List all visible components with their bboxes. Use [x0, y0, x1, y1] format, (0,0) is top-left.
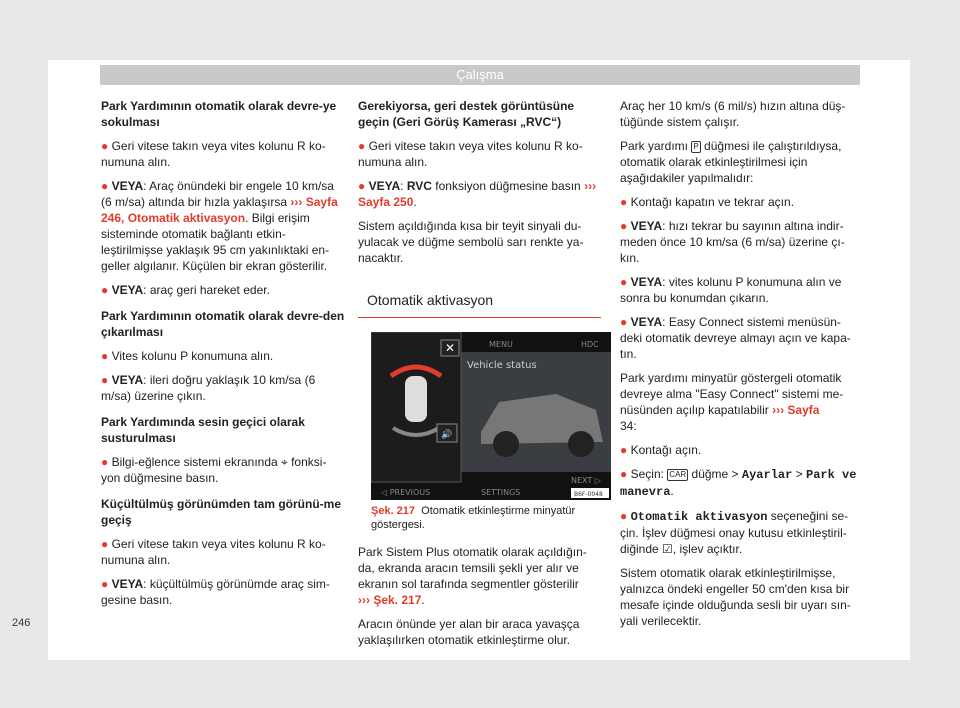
svg-text:🔊: 🔊	[441, 430, 453, 440]
paragraph: Aracın önünde yer alan bir araca yavaşça yaklaşılırken otomatik etkinleştirme olur.	[358, 617, 580, 647]
bullet-item: ● VEYA: araç geri hareket eder.	[101, 283, 270, 297]
paragraph: Araç her 10 km/s (6 mil/s) hızın altına düş-tüğünde sistem çalışır.	[620, 99, 846, 129]
figure-link[interactable]: ››› Şek. 217	[358, 593, 422, 607]
figure-217	[371, 332, 611, 500]
column-3	[620, 98, 862, 637]
page-link[interactable]: ››› Sayfa 246, Otomatik aktivasyon	[101, 195, 338, 225]
bullet-item: ● Kontağı kapatın ve tekrar açın.	[620, 195, 795, 209]
heading: Park Yardımında sesin geçici olarak susturulması	[101, 415, 305, 445]
fig-prev-label: ◁ PREVIOUS	[381, 488, 431, 497]
bullet-item: ● VEYA: vites kolunu P konumuna alın ve sonra bu konumdan çıkarın.	[620, 275, 842, 305]
figure-caption: Şek. 217 Otomatik etkinleştirme minyatür göstergesi.	[371, 505, 576, 531]
section-divider	[358, 317, 601, 318]
paragraph: Park yardımı minyatür göstergeli otomatik devreye alma "Easy Connect" sistemi me-nüsünden açılıp kapatılabilir ››› Sayfa 34:	[620, 371, 844, 433]
fig-next-label: NEXT ▷	[571, 476, 601, 485]
paragraph: Park yardımı P düğmesi ile çalıştırıldıysa, otomatik olarak etkinleştirilmesi için aşağıdakiler yapılmalıdır:	[620, 139, 842, 185]
bullet-item: ● VEYA: Easy Connect sistemi menüsün-deki otomatik devreye almayı açın ve kapa-tın.	[620, 315, 851, 361]
park-assist-icon: P	[693, 142, 699, 151]
bullet-item: ● Vites kolunu P konumuna alın.	[101, 349, 274, 363]
fig-code: B6F-0048	[574, 491, 603, 498]
bullet-item: ● VEYA: Araç önündeki bir engele 10 km/sa (6 m/sa) altında bir hızla yaklaşırsa ››› Sayfa 246, Otomatik aktivasyon. Bilgi erişim sisteminde otomatik bağlantı etkin-leştirilmişse yaklaşık 95 cm yakınlıktaki en-geller algılanır. Küçülen bir ekran gösterilir.	[101, 179, 338, 273]
page-link[interactable]: ››› Sayfa	[772, 403, 820, 417]
column-2	[358, 98, 601, 656]
fig-menu-label: MENU	[489, 340, 513, 349]
paragraph: Sistem açıldığında kısa bir teyit sinyali du-yulacak ve düğme sembolü sarı renkte ya-nacaktır.	[358, 219, 584, 265]
bullet-item: ● VEYA: küçültülmüş görünümde araç sim-gesine basın.	[101, 577, 330, 607]
bullet-item: ● VEYA: hızı tekrar bu sayının altına indir-meden önce 10 km/sa (6 m/sa) üzerine çı-kın.	[620, 219, 845, 265]
fig-title: Vehicle status	[467, 360, 537, 371]
heading: Park Yardımının otomatik olarak devre-den çıkarılması	[101, 309, 345, 339]
column-1	[101, 98, 345, 616]
paragraph: Sistem otomatik olarak etkinleştirilmişse, yalnızca öndeki engeller 50 cm'den kısa bir mesafe içinde olduğunda sesli bir uyarı sın-yali verilecektir.	[620, 566, 851, 628]
page-header: Çalışma	[100, 65, 860, 85]
car-icon: CAR	[669, 470, 687, 479]
heading: Park Yardımının otomatik olarak devre-ye sokulması	[101, 99, 337, 129]
bullet-item: ● Bilgi-eğlence sistemi ekranında ⌖ fonksi-yon düğmesine basın.	[101, 455, 327, 485]
heading: Gerekiyorsa, geri destek görüntüsüne geçin (Geri Görüş Kamerası „RVC“)	[358, 99, 575, 129]
paragraph: Park Sistem Plus otomatik olarak açıldığın-da, ekranda aracın temsili şekli yer alır ve ekranın sol tarafında segmentler gösterilir ››› Şek. 217.	[358, 545, 587, 607]
svg-text:✕: ✕	[444, 341, 456, 355]
bullet-item: ● VEYA: ileri doğru yaklaşık 10 km/sa (6 m/sa) üzerine çıkın.	[101, 373, 316, 403]
checkbox-icon: ☑	[662, 542, 673, 556]
bullet-item: ● Geri vitese takın veya vites kolunu R ko-numuna alın.	[101, 139, 326, 169]
fig-hdc-label: HDC	[581, 340, 599, 349]
bullet-item: ● Seçin: CAR düğme > Ayarlar > Park ve manevra.	[620, 467, 857, 499]
heading: Küçültülmüş görünümden tam görünü-me geçiş	[101, 497, 341, 527]
page-link[interactable]: ››› Sayfa 250	[358, 179, 597, 209]
bullet-item: ● Kontağı açın.	[620, 443, 702, 457]
fig-settings-label: SETTINGS	[481, 488, 521, 497]
bullet-item: ● VEYA: RVC fonksiyon düğmesine basın ››› Sayfa 250.	[358, 179, 597, 209]
page-number: 246	[12, 617, 31, 629]
bullet-item: ● Geri vitese takın veya vites kolunu R ko-numuna alın.	[101, 537, 326, 567]
bullet-item: ● Geri vitese takın veya vites kolunu R ko-numuna alın.	[358, 139, 583, 169]
section-title: Otomatik aktivasyon	[367, 292, 494, 308]
bullet-item: ● Otomatik aktivasyon seçeneğini se-çin. İşlev düğmesi onay kutusu etkinleştiril-diğinde ☑, işlev açıktır.	[620, 509, 849, 556]
